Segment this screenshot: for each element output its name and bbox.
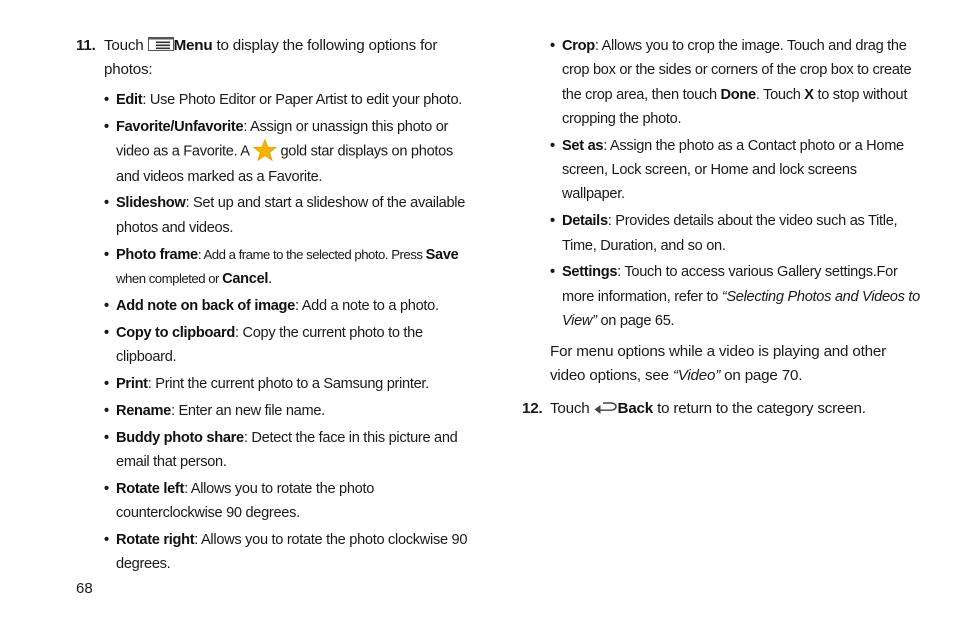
page-number: 68 (76, 580, 93, 597)
back-label: Back (617, 400, 654, 418)
list-item: • Set as: Assign the photo as a Contact photo or a Home screen, Lock screen, or Home and lock screens wallpaper. (550, 134, 922, 207)
list-item: • Rename: Enter an new file name. (104, 399, 476, 423)
back-arrow-icon (594, 397, 618, 421)
list-item: • Crop: Allows you to crop the image. Touch and drag the crop box or the sides or corners of the crop box to create the crop area, then touch Done. Touch X to stop without cropping the photo. (550, 34, 922, 131)
video-options-note: For menu options while a video is playing and other video options, see “Video” on page 70. (550, 343, 886, 385)
list-item: • Edit: Use Photo Editor or Paper Artist to edit your photo. (104, 88, 476, 112)
step-number: 12. (522, 400, 543, 418)
more-options-list (522, 34, 922, 333)
list-item: • Rotate left: Allows you to rotate the photo counterclockwise 90 degrees. (104, 477, 476, 526)
list-item: • Buddy photo share: Detect the face in this picture and email that person. (104, 426, 476, 475)
list-item: • Favorite/Unfavorite: Assign or unassign this photo or video as a Favorite. A gold star displays on photos and videos marked as a Favorite. (104, 115, 476, 189)
list-item: • Add note on back of image: Add a note to a photo. (104, 294, 476, 318)
menu-label: Menu (173, 37, 213, 55)
step-11 (76, 34, 476, 577)
list-item: • Photo frame: Add a frame to the selected photo. Press Save when completed or Cancel. (104, 243, 476, 292)
list-item: • Details: Provides details about the video such as Title, Time, Duration, and so on. (550, 209, 922, 258)
right-column (522, 34, 922, 421)
menu-icon (148, 34, 174, 58)
left-column (76, 34, 476, 577)
list-item: • Slideshow: Set up and start a slideshow of the available photos and videos. (104, 191, 476, 240)
step-11-intro: Touch Menu to display the following options for photos: (104, 34, 476, 82)
list-item: • Copy to clipboard: Copy the current photo to the clipboard. (104, 321, 476, 370)
step-number: 11. (76, 37, 96, 54)
list-item: • Rotate right: Allows you to rotate the photo clockwise 90 degrees. (104, 528, 476, 577)
gold-star-icon (253, 139, 277, 164)
list-item: • Print: Print the current photo to a Samsung printer. (104, 372, 476, 396)
list-item: • Settings: Touch to access various Gallery settings.For more information, refer to “Selecting Photos and Videos to View” on page 65. (550, 260, 922, 333)
menu-options-list (104, 88, 476, 577)
step-12: 12. Touch Back to return to the category screen. (522, 397, 922, 421)
